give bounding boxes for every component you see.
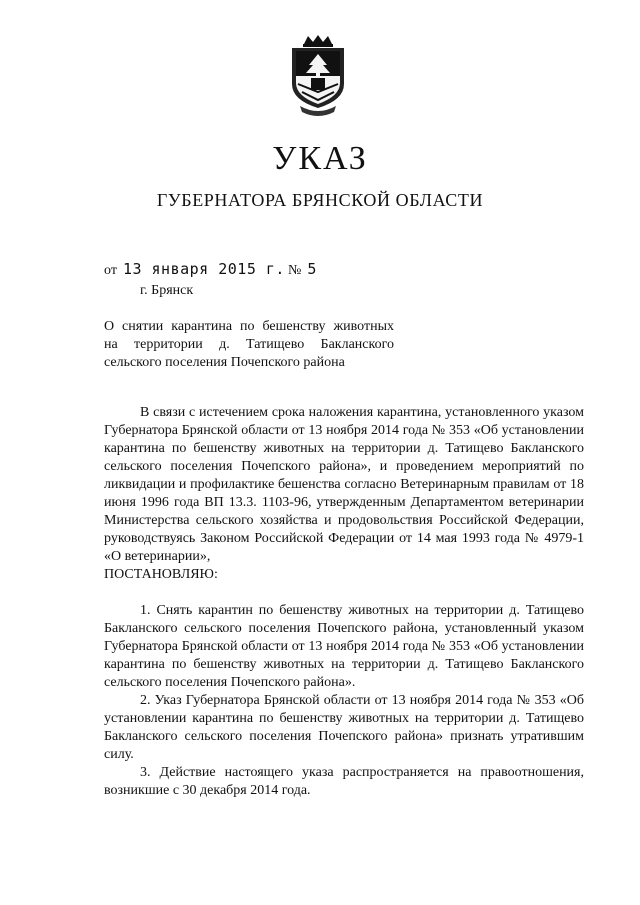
number-value: 5: [307, 260, 317, 278]
subject-line: на территории д. Татищево Бакланского: [104, 337, 394, 352]
date-number-line: [104, 259, 317, 281]
coat-of-arms-icon: [286, 34, 350, 116]
document-date: 13 января 2015 г.: [122, 260, 285, 278]
date-prefix: от: [104, 263, 117, 278]
preamble-paragraph: В связи с истечением срока наложения карантина, установленного указом Губернатора Брянской области от 13 ноября 2014 года № 353 «Об установлении карантина по бешенству животных на территории д. Татищево Бакланского сельского поселения Почепского района», и проведением мероприятий по ликвидации и профилактике бешенства согласно Ветеринарным правилам от 18 июня 1996 года ВП 13.3. 1103-96, утвержденным Департаментом ветеринарии Министерства сельского хозяйства и продовольствия Российской Федерации, руководствуясь Законом Российской Федерации от 14 мая 1993 года № 4979-1 «О ветеринарии»,: [104, 405, 584, 564]
document-number: [288, 259, 317, 281]
decree-item: 2. Указ Губернатора Брянской области от 13 ноября 2014 года № 353 «Об установлении карантина по бешенству животных на территории д. Татищево Бакланского сельского поселения Почепского района» признать утратившим силу.: [104, 693, 584, 762]
decree-item: 1. Снять карантин по бешенству животных на территории д. Татищево Бакланского сельского поселения Почепского района, установленный указом Губернатора Брянской области от 13 ноября 2014 года № 353 «Об установлении карантина по бешенству животных на территории д. Татищево Бакланского сельского поселения Почепского района».: [104, 603, 584, 690]
decree-word: ПОСТАНОВЛЯЮ:: [104, 567, 218, 582]
document-subtitle: ГУБЕРНАТОРА БРЯНСКОЙ ОБЛАСТИ: [156, 190, 484, 210]
document-city: г. Брянск: [140, 283, 194, 298]
document-subject: [104, 318, 394, 372]
subject-line: сельского поселения Почепского района: [104, 355, 345, 370]
decree-item: 3. Действие настоящего указа распространяется на правоотношения, возникшие с 30 декабря 2014 года.: [104, 765, 584, 798]
document-body: [104, 404, 584, 800]
subject-line: О снятии карантина по бешенству животных: [104, 319, 394, 334]
document-title: УКАЗ: [272, 140, 368, 177]
number-label: №: [288, 263, 302, 278]
